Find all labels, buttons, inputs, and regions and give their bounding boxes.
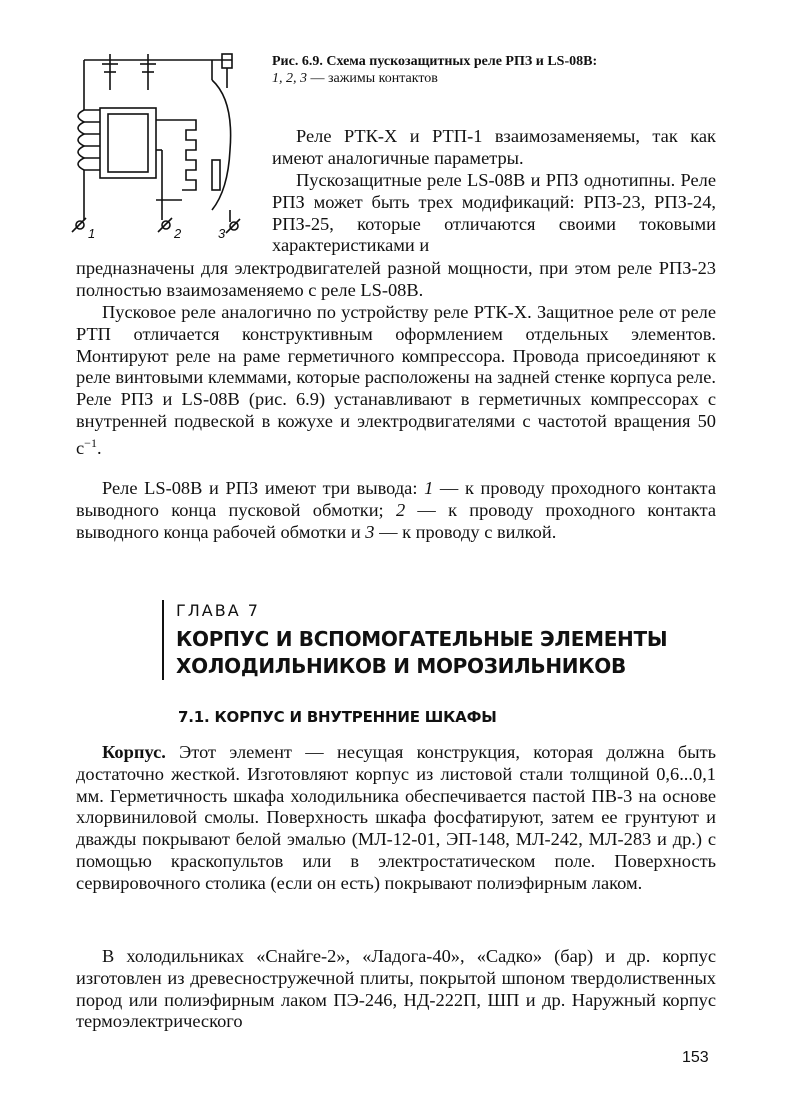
figure-caption-numbers: 1, 2, 3 [272,71,307,86]
terminal-num-2: 2 [395,499,406,520]
paragraph-wood-housing: В холодильниках «Снайге-2», «Ладога-40», «Садко» (бар) и др. корпус изготовлен из древесностружечной плиты, покрытой шпоном твердолиственных пород или полиэфирным лаком ПЭ-246, НД-222П, ШП и др. Наружный корпус термоэлектрического [76,946,716,1032]
paragraph-relay-types-cont: предназначены для электродвигателей разной мощности, при этом реле РПЗ-23 полностью взаимозаменяемо с реле LS-08В. [76,258,716,300]
terminal-num-3: 3 [365,521,375,542]
paragraph-housing-lead: Корпус. [102,742,166,762]
chapter-label: ГЛАВА 7 [176,601,260,620]
terminal-label-2: 2 [174,226,182,241]
section-title: 7.1. КОРПУС И ВНУТРЕННИЕ ШКАФЫ [178,708,497,726]
chapter-title-line2: ХОЛОДИЛЬНИКОВ И МОРОЗИЛЬНИКОВ [176,654,626,678]
page-number: 153 [682,1049,709,1066]
relay-schematic-drawing [62,50,252,250]
paragraph-housing [76,742,716,895]
paragraph-interchangeable: Реле РТК-Х и РТП-1 взаимозаменяемы, так как имеют аналогичные параметры. [272,126,716,168]
chapter-title [176,626,736,680]
unit-superscript: −1 [84,435,97,450]
figure-caption [272,53,712,87]
paragraph-terminals [76,478,716,543]
terminal-label-3: 3 [218,226,226,241]
relay-schematic-figure [62,50,252,250]
chapter-heading [162,600,736,680]
paragraph-relay-types-start: Пускозащитные реле LS-08В и РПЗ однотипны. Реле РПЗ может быть трех модификаций: РПЗ-23, РПЗ-24, РПЗ-25, которые отличаются своими токовыми характеристиками и [272,170,716,256]
terminal-num-1: 1 [424,478,434,498]
figure-caption-subtitle [272,70,712,87]
terminal-label-1: 1 [88,226,96,241]
terminals-text-a: Реле LS-08В и РПЗ имеют три вывода: [102,478,425,498]
figure-caption-title: Рис. 6.9. Схема пускозащитных реле РПЗ и LS-08В: [272,54,598,69]
paragraph-starting-relay-text: Пусковое реле аналогично по устройству реле РТК-Х. Защитное реле от реле РТП отличается конструктивным оформлением отдельных элементов. Монтируют реле на раме герметичного компрессора. Провода присоединяют к реле винтовыми клеммами, которые расположены на задней стенке корпуса реле. Реле РПЗ и LS-08В (рис. 6.9) устанавливают в герметичных компрессорах с внутренней подвеской в кожухе и электродвигателями с частотой вращения 50 с [76,302,716,458]
terminals-text-c: — к проводу проходного контакта выводного конца рабочей обмотки и [76,499,716,542]
terminals-text-d: — к проводу с вилкой. [374,521,557,542]
chapter-title-line1: КОРПУС И ВСПОМОГАТЕЛЬНЫЕ ЭЛЕМЕНТЫ [176,627,668,651]
terminals-text-b: — к проводу проходного контакта выводного конца пусковой обмотки; [76,478,716,520]
paragraph-starting-relay-end: . [96,437,102,458]
paragraph-starting-relay [76,302,716,460]
paragraph-housing-text: Этот элемент — несущая конструкция, которая должна быть достаточно жесткой. Изготовляют корпус из листовой стали толщиной 0,6...0,1 мм. Герметичность шкафа холодильника обеспечивается пастой ПВ-3 на основе хлорвиниловой смолы. Поверхность шкафа фосфатируют, затем ее грунтуют и дважды покрывают белой эмалью (МЛ-12-01, ЭП-148, МЛ-242, МЛ-283 и др.) с помощью краскопультов или в электростатическом поле. Поверхность сервировочного столика (если он есть) покрывают полиэфирным лаком. [76,742,716,893]
figure-caption-text: — зажимы контактов [307,71,438,86]
